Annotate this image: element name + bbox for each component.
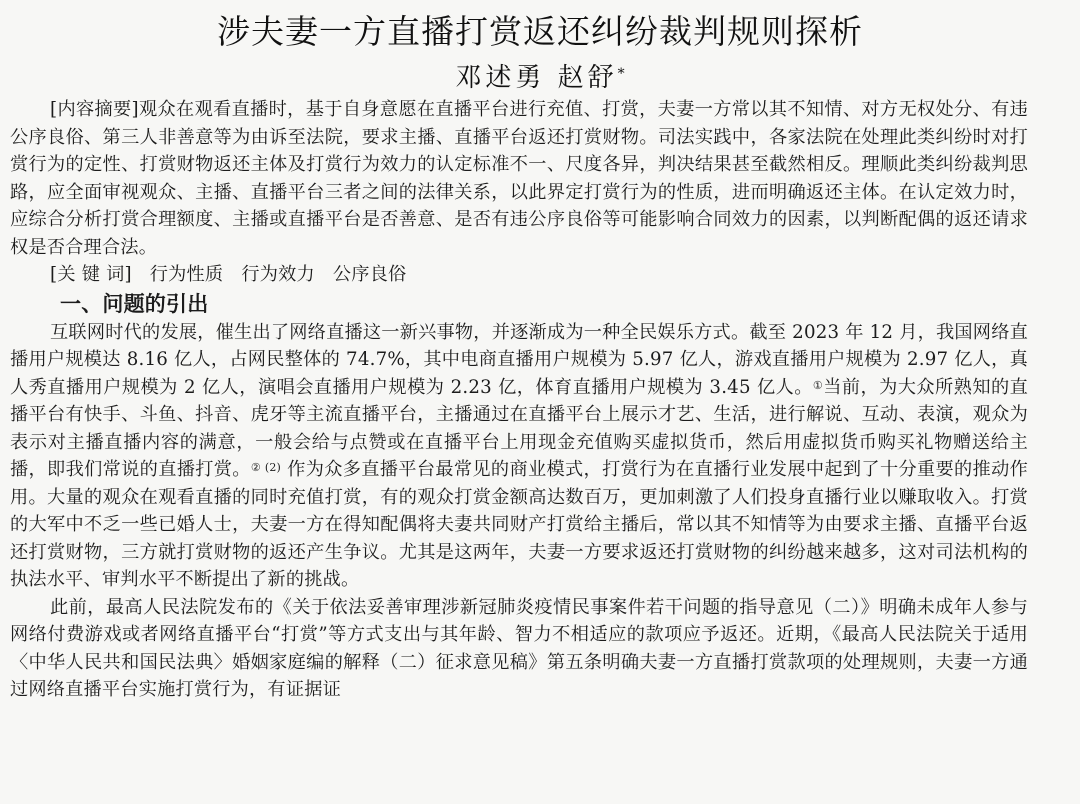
body-paragraph [10,319,1028,594]
keyword-item: 行为性质 [149,264,224,285]
paragraph-text: 互联网时代的发展，催生出了网络直播这一新兴事物，并逐渐成为一种全民娱乐方式。截至 2023 年 12 月，我国网络直播用户规模达 8.16 亿人，占网民整体的 74.7%，其中电商直播用户规模为 5.97 亿人，游戏直播用户规模为 2.97 亿人，真人秀直播用户规模为 2 亿人，演唱会直播用户规模为 2.23 亿，体育直播用户规模为 3.45 亿人。 [10,321,1028,398]
author-line [0,58,1080,98]
author-names: 邓述勇 赵舒 [455,63,618,93]
section-heading: 一、问题的引出 [60,291,209,316]
abstract-text: 观众在观看直播时，基于自身意愿在直播平台进行充值、打赏，夫妻一方常以其不知情、对方无权处分、有违公序良俗、第三人非善意等为由诉至法院，要求主播、直播平台返还打赏财物。司法实践中，各家法院在处理此类纠纷时对打赏行为的定性、打赏财物返还主体及打赏行为效力的认定标准不一、尺度各异，判决结果甚至截然相反。理顺此类纠纷裁判思路，应全面审视观众、主播、直播平台三者之间的法律关系，以此界定打赏行为的性质，进而明确返还主体。在认定效力时，应综合分析打赏合理额度、主播或直播平台是否善意、是否有违公序良俗等可能影响合同效力的因素，以判断配偶的返还请求权是否合理合法。 [10,99,1028,258]
paper-body [10,96,1028,704]
footnote-mark: ① [812,378,824,392]
paragraph-text: 作为众多直播平台最常见的商业模式，打赏行为在直播行业发展中起到了十分重要的推动作用。大量的观众在观看直播的同时充值打赏，有的观众打赏金额高达数百万，更加刺激了人们投身直播行业以赚取收入。打赏的大军中不乏一些已婚人士，夫妻一方在得知配偶将夫妻共同财产打赏给主播后，常以其不知情等为由要求主播、直播平台返还打赏财物，三方就打赏财物的返还产生争议。尤其是这两年，夫妻一方要求返还打赏财物的纠纷越来越多，这对司法机构的执法水平、审判水平不断提出了新的挑战。 [10,459,1028,590]
footnote-mark: ② (2) [250,461,282,474]
paper-title: 涉夫妻一方直播打赏返还纠纷裁判规则探析 [217,12,863,51]
keyword-item: 公序良俗 [332,264,407,285]
paragraph-text: 当前，为大众所熟知的直播平台有快手、斗鱼、抖音、虎牙等主流直播平台，主播通过在直播平台上展示才艺、生活，进行解说、互动、表演，观众为表示对主播直播内容的满意，一般会给与点赞或在直播平台上用现金充值购买虚拟货币，然后用虚拟货币购买礼物赠送给主播，即我们常说的直播打赏。 [10,376,1029,480]
keywords-label: [关 键 词] [50,264,132,285]
keywords-line [10,261,1028,289]
abstract-paragraph [10,96,1028,261]
keyword-item: 行为效力 [241,264,315,285]
abstract-label: [内容摘要] [50,99,139,120]
author-footnote-mark: * [617,66,625,82]
body-paragraph: 此前，最高人民法院发布的《关于依法妥善审理涉新冠肺炎疫情民事案件若干问题的指导意见（二）》明确未成年人参与网络付费游戏或者网络直播平台“打赏”等方式支出与其年龄、智力不相适应的款项应予返还。近期，《最高人民法院关于适用〈中华人民共和国民法典〉婚姻家庭编的解释（二）征求意见稿》第五条明确夫妻一方直播打赏款项的处理规则，夫妻一方通过网络直播平台实施打赏行为，有证据证 [10,596,1028,700]
